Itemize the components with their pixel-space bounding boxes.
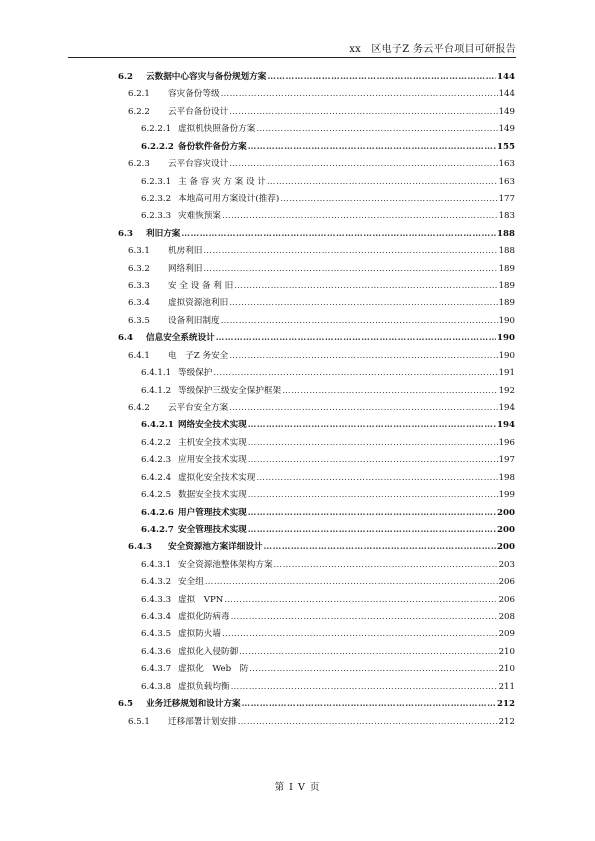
toc-leader-dots: [248, 139, 496, 156]
toc-entry-title: 云平台安全方案: [168, 402, 229, 413]
toc-entry-title: 容灾备份等级: [168, 89, 220, 100]
toc-entry-title: 应用安全技术实现: [178, 455, 247, 466]
toc-entry[interactable]: [141, 174, 515, 191]
toc-entry-number: 6.4.2.3: [141, 455, 172, 466]
toc-entry-page: 155: [497, 141, 515, 152]
toc-entry[interactable]: [128, 714, 515, 731]
toc-entry-number: 6.3.4: [128, 298, 150, 309]
toc-entry-page: 163: [498, 159, 515, 170]
toc-entry-number: 6.2.3.3: [141, 211, 172, 222]
toc-entry-page: 209: [498, 629, 515, 640]
toc-entry-page: 206: [498, 594, 515, 605]
toc-leader-dots: [280, 191, 497, 208]
toc-entry-title: 备份软件备份方案: [178, 141, 247, 152]
toc-leader-dots: [181, 226, 496, 243]
toc-entry-number: 6.4.3.1: [141, 559, 172, 570]
toc-entry-number: 6.2.3: [128, 159, 150, 170]
toc-entry-title: 虚拟机快照备份方案: [178, 124, 256, 135]
toc-entry[interactable]: [141, 626, 515, 643]
toc-entry-number: 6.2.2: [128, 106, 150, 117]
toc-leader-dots: [248, 522, 496, 539]
toc-entry-page: 208: [498, 612, 515, 623]
toc-entry[interactable]: [128, 400, 515, 417]
toc-entry[interactable]: [128, 348, 515, 365]
toc-entry-title: 云数据中心容灾与备份规划方案: [146, 72, 267, 82]
toc-entry-title: 安全资源池整体架构方案: [178, 559, 273, 570]
toc-entry[interactable]: [141, 383, 515, 400]
toc-leader-dots: [221, 313, 498, 330]
toc-entry-number: 6.4.1.1: [141, 368, 172, 379]
toc-entry-page: 149: [498, 124, 515, 135]
toc-entry-page: 183: [498, 211, 515, 222]
toc-entry-number: 6.4.2.1: [141, 420, 174, 431]
toc-entry[interactable]: [118, 69, 515, 86]
toc-leader-dots: [267, 174, 498, 191]
toc-leader-dots: [205, 574, 498, 591]
toc-entry[interactable]: [141, 417, 515, 434]
toc-entry[interactable]: [141, 644, 515, 661]
toc-leader-dots: [231, 679, 498, 696]
toc-leader-dots: [229, 104, 497, 121]
toc-entry-number: 6.2.1: [128, 89, 150, 100]
toc-entry-number: 6.4.3.4: [141, 612, 172, 623]
toc-entry-number: 6.5.1: [128, 716, 150, 727]
toc-entry-title: 设备利旧制度: [168, 315, 220, 326]
toc-entry-title: 虚拟防火墙: [178, 629, 221, 640]
toc-entry[interactable]: [128, 86, 515, 103]
toc-entry-number: 6.5: [118, 699, 133, 710]
toc-entry-number: 6.2.2.1: [141, 124, 172, 135]
toc-entry-number: 6.2: [118, 72, 133, 82]
toc-entry-title: 云平台容灾设计: [168, 159, 229, 170]
toc-entry[interactable]: [141, 679, 515, 696]
toc-entry[interactable]: [141, 435, 515, 452]
toc-entry-page: 211: [498, 681, 515, 692]
toc-leader-dots: [248, 505, 496, 522]
toc-entry-number: 6.4.2.5: [141, 490, 172, 501]
toc-leader-dots: [229, 156, 497, 173]
toc-leader-dots: [248, 487, 498, 504]
page-number-footer: 第 I V 页: [274, 782, 321, 793]
toc-entry-title: 网络安全技术实现: [178, 420, 247, 431]
toc-entry-title: 安全资源池方案详细设计: [168, 542, 263, 553]
toc-entry-number: 6.2.3.1: [141, 176, 172, 187]
toc-leader-dots: [238, 714, 498, 731]
toc-entry[interactable]: [141, 557, 515, 574]
toc-entry-title: 虚拟 VPN: [178, 594, 224, 605]
toc-entry-page: 190: [497, 333, 515, 344]
toc-entry[interactable]: [128, 243, 515, 260]
toc-entry-title: 用户管理技术实现: [178, 507, 247, 518]
toc-entry-page: 199: [498, 490, 515, 501]
toc-leader-dots: [267, 69, 496, 86]
toc-entry-page: 163: [498, 176, 515, 187]
toc-entry-title: 虚拟化入侵防御: [178, 646, 239, 657]
toc-entry-page: 200: [497, 507, 515, 518]
toc-leader-dots: [249, 661, 497, 678]
toc-entry-title: 网络利旧: [168, 263, 203, 274]
toc-entry[interactable]: [141, 139, 515, 156]
toc-entry[interactable]: [141, 365, 515, 382]
toc-entry-page: 189: [498, 263, 515, 274]
header-rule: [68, 57, 516, 58]
toc-entry-number: 6.4.3.6: [141, 646, 172, 657]
toc-entry-title: 虚拟化安全技术实现: [178, 472, 256, 483]
toc-entry[interactable]: [128, 104, 515, 121]
toc-entry-number: 6.2.2.2: [141, 141, 174, 152]
toc-entry[interactable]: [141, 574, 515, 591]
toc-entry[interactable]: [128, 313, 515, 330]
toc-leader-dots: [239, 644, 497, 661]
toc-entry-title: 云平台备份设计: [168, 106, 229, 117]
toc-entry-number: 6.3.5: [128, 315, 150, 326]
toc-entry-page: 149: [498, 106, 515, 117]
toc-entry[interactable]: [141, 470, 515, 487]
toc-entry-title: 虚拟资源池利旧: [168, 298, 229, 309]
toc-entry-title: 迁移部署计划安排: [168, 716, 237, 727]
toc-leader-dots: [274, 557, 498, 574]
toc-entry-page: 189: [498, 298, 515, 309]
toc-entry-page: 212: [497, 699, 515, 710]
toc-entry-page: 190: [498, 350, 515, 361]
toc-entry[interactable]: [128, 295, 515, 312]
toc-entry-page: 210: [498, 664, 515, 675]
toc-entry-page: 212: [498, 716, 515, 727]
toc-entry[interactable]: [128, 539, 515, 556]
toc-entry-page: 206: [498, 577, 515, 588]
toc-leader-dots: [256, 470, 497, 487]
toc-entry[interactable]: [141, 208, 515, 225]
toc-entry-title: 主机安全技术实现: [178, 437, 247, 448]
toc-entry-page: 144: [498, 89, 515, 100]
toc-entry-title: 数据安全技术实现: [178, 490, 247, 501]
toc-leader-dots: [213, 365, 497, 382]
toc-leader-dots: [248, 452, 498, 469]
toc-entry-title: 业务迁移规划和设计方案: [146, 699, 241, 710]
toc-leader-dots: [234, 278, 497, 295]
toc-entry[interactable]: [141, 592, 515, 609]
toc-entry-title: 利旧方案: [146, 228, 181, 239]
toc-entry-title: 信息安全系统设计: [146, 333, 215, 344]
toc-entry-title: 虚拟化防病毒: [178, 612, 230, 623]
toc-leader-dots: [222, 208, 498, 225]
toc-leader-dots: [203, 261, 497, 278]
toc-entry-title: 虚拟化 Web 防: [178, 664, 249, 675]
toc-entry-number: 6.4.2: [128, 402, 150, 413]
toc-leader-dots: [203, 243, 497, 260]
toc-entry-number: 6.4.1: [128, 350, 150, 361]
toc-entry-title: 等级保护三级安全保护框架: [178, 385, 282, 396]
toc-entry-number: 6.4.2.6: [141, 507, 174, 518]
toc-entry-number: 6.4.1.2: [141, 385, 172, 396]
toc-leader-dots: [229, 348, 497, 365]
toc-entry-page: 177: [498, 193, 515, 204]
toc-entry[interactable]: [141, 191, 515, 208]
toc-entry-page: 192: [498, 385, 515, 396]
toc-entry-title: 主 备 容 灾 方 案 设 计: [178, 176, 266, 187]
toc-leader-dots: [229, 400, 497, 417]
toc-entry-page: 203: [498, 559, 515, 570]
toc-entry[interactable]: [118, 226, 515, 243]
toc-entry[interactable]: [118, 330, 515, 347]
toc-entry-page: 188: [498, 246, 515, 257]
toc-entry-title: 等级保护: [178, 368, 213, 379]
toc-entry-page: 200: [497, 524, 515, 535]
toc-entry-number: 6.3.1: [128, 246, 150, 257]
toc-entry-title: 安 全 设 备 利 旧: [168, 281, 234, 292]
toc-entry-title: 电 子Z 务安全: [168, 350, 229, 361]
toc-entry-number: 6.4.2.4: [141, 472, 172, 483]
toc-entry-number: 6.4.3.2: [141, 577, 172, 588]
toc-entry[interactable]: [141, 487, 515, 504]
toc-leader-dots: [231, 609, 498, 626]
toc-entry-page: 200: [497, 542, 515, 553]
toc-leader-dots: [222, 626, 498, 643]
toc-entry-number: 6.3.3: [128, 281, 150, 292]
toc-entry-number: 6.4.3.8: [141, 681, 172, 692]
toc-entry-page: 198: [498, 472, 515, 483]
toc-leader-dots: [242, 696, 497, 713]
toc-entry-page: 191: [498, 368, 515, 379]
toc-entry-number: 6.2.3.2: [141, 193, 172, 204]
toc-entry-page: 196: [498, 437, 515, 448]
toc-entry-page: 144: [497, 72, 515, 82]
toc-entry[interactable]: [128, 278, 515, 295]
toc-leader-dots: [264, 539, 497, 556]
toc-entry[interactable]: [141, 121, 515, 138]
toc-entry[interactable]: [118, 696, 515, 713]
toc-entry-number: 6.4.2.2: [141, 437, 172, 448]
toc-entry-title: 机房利旧: [168, 246, 203, 257]
toc-leader-dots: [248, 417, 496, 434]
toc-entry-number: 6.3: [118, 228, 133, 239]
toc-entry-number: 6.4.2.7: [141, 524, 174, 535]
toc-leader-dots: [282, 383, 497, 400]
toc-entry-page: 189: [498, 281, 515, 292]
toc-leader-dots: [216, 330, 496, 347]
toc-entry-page: 194: [498, 402, 515, 413]
toc-entry-number: 6.4.3.3: [141, 594, 172, 605]
toc-entry-number: 6.4.3.5: [141, 629, 172, 640]
toc-entry-number: 6.4.3: [128, 542, 152, 553]
toc-entry[interactable]: [141, 452, 515, 469]
toc-leader-dots: [229, 295, 497, 312]
toc-entry[interactable]: [141, 661, 515, 678]
toc-leader-dots: [224, 592, 497, 609]
toc-entry-page: 188: [497, 228, 515, 239]
toc-entry[interactable]: [141, 505, 515, 522]
toc-entry-title: 安全管理技术实现: [178, 524, 247, 535]
toc-entry-title: 灾难恢预案: [178, 211, 221, 222]
toc-entry-page: 194: [497, 420, 515, 431]
toc-entry-page: 190: [498, 315, 515, 326]
toc-entry-page: 210: [498, 646, 515, 657]
toc-leader-dots: [221, 86, 498, 103]
toc-entry-number: 6.3.2: [128, 263, 150, 274]
toc-entry-page: 197: [498, 455, 515, 466]
toc-entry-number: 6.4.3.7: [141, 664, 172, 675]
toc-entry-title: 虚拟负载均衡: [178, 681, 230, 692]
running-header: xx 区电子Z 务云平台项目可研报告: [349, 44, 516, 55]
toc-entry-number: 6.4: [118, 333, 133, 344]
toc-entry[interactable]: [128, 156, 515, 173]
toc-entry-title: 本地高可用方案设计(推荐): [178, 193, 280, 204]
toc-entry-title: 安全组: [178, 577, 204, 588]
toc-leader-dots: [256, 121, 497, 138]
toc-entry[interactable]: [128, 261, 515, 278]
toc-entry[interactable]: [141, 522, 515, 539]
toc-entry[interactable]: [141, 609, 515, 626]
toc-leader-dots: [248, 435, 498, 452]
